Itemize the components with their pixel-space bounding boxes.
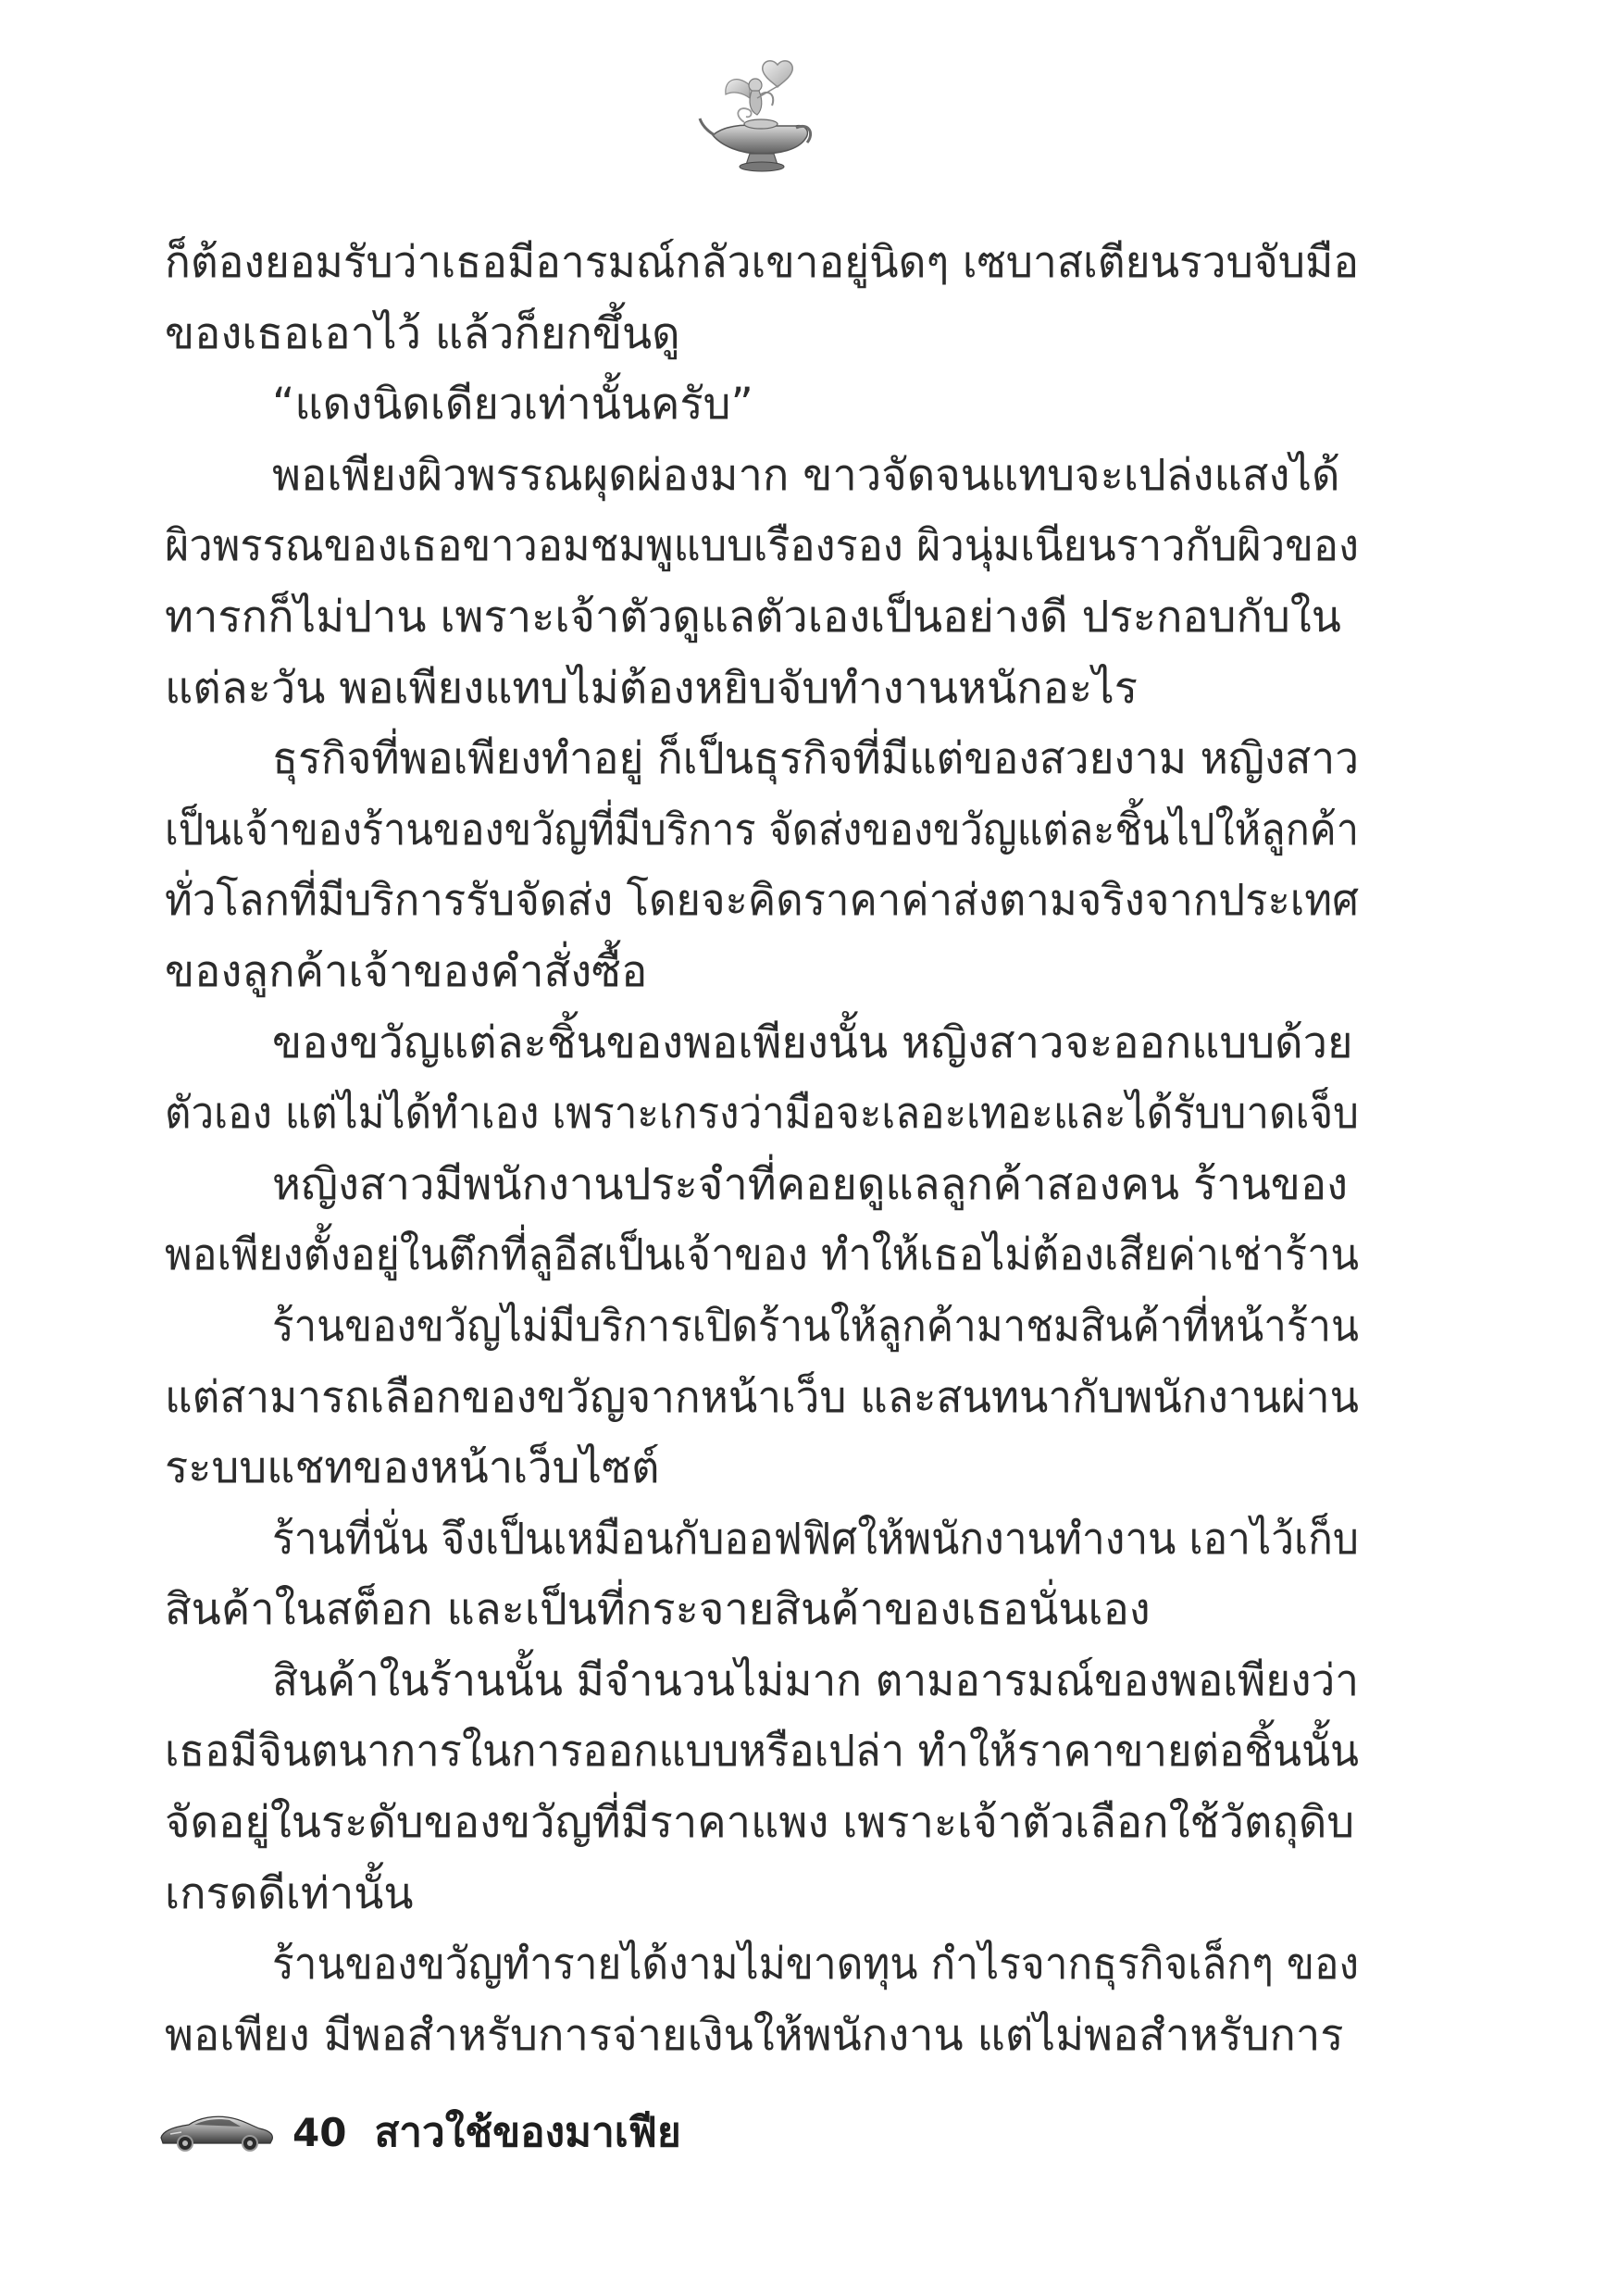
text-line: พอเพียงผิวพรรณผุดผ่องมาก ขาวจัดจนแทบจะเปล่งแสงได้	[272, 449, 1340, 501]
text-line: เกรดดีเท่านั้น	[165, 1867, 414, 1919]
page-number: 40	[292, 2109, 347, 2155]
page-footer	[157, 2100, 681, 2165]
text-line: สินค้าในสต็อก และเป็นที่กระจายสินค้าของเธอนั่นเอง	[165, 1584, 1151, 1636]
text-line: จัดอยู่ในระดับของขวัญที่มีราคาแพง เพราะเจ้าตัวเลือกใช้วัตถุดิบ	[165, 1797, 1355, 1849]
book-title: สาวใช้ของมาเฟีย	[374, 2109, 681, 2156]
text-line: ของขวัญแต่ละชิ้นของพอเพียงนั้น หญิงสาวจะออกแบบด้วย	[272, 1017, 1353, 1068]
text-line: ก็ต้องยอมรับว่าเธอมีอารมณ์กลัวเขาอยู่นิดๆ เซบาสเตียนรวบจับมือ	[165, 237, 1359, 288]
text-line: สินค้าในร้านนั้น มีจำนวนไม่มาก ตามอารมณ์ของพอเพียงว่า	[272, 1654, 1359, 1706]
text-line: ของลูกค้าเจ้าของคำสั่งซื้อ	[165, 945, 648, 997]
text-line: ธุรกิจที่พอเพียงทำอยู่ ก็เป็นธุรกิจที่มีแต่ของสวยงาม หญิงสาว	[272, 733, 1359, 785]
text-line: ร้านของขวัญทำรายได้งามไม่ขาดทุน กำไรจากธุรกิจเล็กๆ ของ	[272, 1939, 1359, 1990]
text-line: ระบบแชทของหน้าเว็บไซต์	[165, 1442, 660, 1494]
sports-car-icon	[157, 2110, 276, 2154]
text-line: เธอมีจินตนาการในการออกแบบหรือเปล่า ทำให้ราคาขายต่อชิ้นนั้น	[165, 1726, 1359, 1778]
text-line: “แดงนิดเดียวเท่านั้นครับ”	[272, 379, 753, 430]
text-line: พอเพียงตั้งอยู่ในตึกที่ลูอีสเป็นเจ้าของ ทำให้เธอไม่ต้องเสียค่าเช่าร้าน	[165, 1229, 1359, 1281]
text-line: ของเธอเอาไว้ แล้วก็ยกขึ้นดู	[165, 307, 680, 359]
text-line: เป็นเจ้าของร้านของขวัญที่มีบริการ จัดส่งของขวัญแต่ละชิ้นไปให้ลูกค้า	[165, 804, 1359, 855]
text-line: พอเพียง มีพอสำหรับการจ่ายเงินให้พนักงาน แต่ไม่พอสำหรับการ	[165, 2009, 1344, 2061]
cupid-lamp-icon	[696, 57, 816, 176]
text-line: ตัวเอง แต่ไม่ได้ทำเอง เพราะเกรงว่ามือจะเลอะเทอะและได้รับบาดเจ็บ	[165, 1088, 1359, 1140]
text-line: หญิงสาวมีพนักงานประจำที่คอยดูแลลูกค้าสองคน ร้านของ	[272, 1158, 1349, 1210]
text-line: ทารกก็ไม่ปาน เพราะเจ้าตัวดูแลตัวเองเป็นอย่างดี ประกอบกับใน	[165, 591, 1341, 643]
text-line: แต่ละวัน พอเพียงแทบไม่ต้องหยิบจับทำงานหนักอะไร	[165, 662, 1138, 714]
text-line: แต่สามารถเลือกของขวัญจากหน้าเว็บ และสนทนากับพนักงานผ่าน	[165, 1371, 1359, 1423]
text-line: ร้านที่นั่น จึงเป็นเหมือนกับออฟฟิศให้พนักงานทำงาน เอาไว้เก็บ	[272, 1513, 1359, 1565]
text-line: ทั่วโลกที่มีบริการรับจัดส่ง โดยจะคิดราคาค่าส่งตามจริงจากประเทศ	[165, 875, 1359, 927]
body-text	[165, 228, 1359, 2071]
text-line: ผิวพรรณของเธอขาวอมชมพูแบบเรืองรอง ผิวนุ่มเนียนราวกับผิวของ	[165, 520, 1359, 572]
text-line: ร้านของขวัญไม่มีบริการเปิดร้านให้ลูกค้ามาชมสินค้าที่หน้าร้าน	[272, 1300, 1359, 1352]
